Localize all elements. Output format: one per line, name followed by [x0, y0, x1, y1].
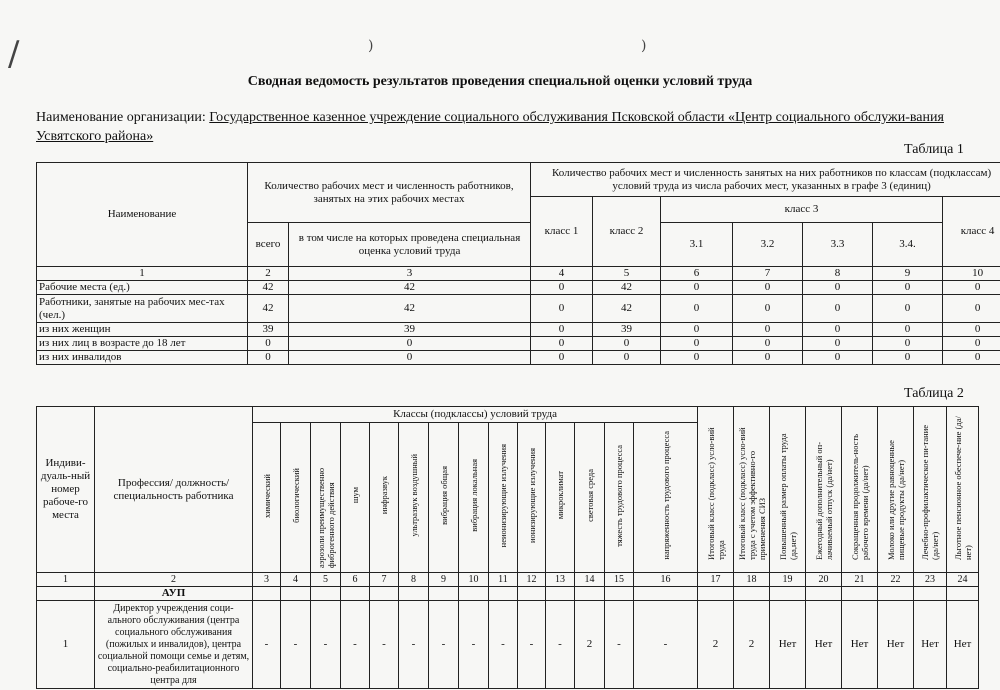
- table-row: [37, 281, 1000, 295]
- t2-colnum: 16: [634, 573, 698, 587]
- t2-header-factor: световая среда: [584, 469, 595, 522]
- t2-header-factor: ультразвук воздушный: [408, 454, 419, 537]
- t2-colnum: 5: [311, 573, 341, 587]
- t2-cell: -: [489, 601, 518, 689]
- t2-header-extra: Льготное пенсионное обеспече-ние (да/нет): [952, 416, 973, 560]
- organization-name: Государственное казенное учреждение социального обслуживания Псковской области «Центр социального обслужи-вания Усвятского района»: [36, 110, 944, 144]
- t1-row-label: из них лиц в возрасте до 18 лет: [37, 337, 248, 351]
- t2-colnum: 10: [459, 573, 489, 587]
- t1-cell: 0: [289, 337, 531, 351]
- t2-header-factor: неионизирующие излучения: [498, 443, 508, 548]
- t1-colnum: 10: [943, 267, 1000, 281]
- t2-cell: -: [459, 601, 489, 689]
- hole-punch-mark: ): [641, 38, 647, 54]
- t2-cell: -: [281, 601, 311, 689]
- t1-cell: 0: [289, 351, 531, 365]
- t2-colnum: 17: [698, 573, 734, 587]
- t1-cell: 0: [593, 351, 661, 365]
- t1-cell: 39: [289, 323, 531, 337]
- t2-header-profession: Профессия/ должность/ специальность работника: [95, 407, 253, 573]
- t1-cell: 39: [248, 323, 289, 337]
- t2-cell: 2: [734, 601, 770, 689]
- table-row: [37, 295, 1000, 323]
- t2-cell: 2: [575, 601, 605, 689]
- t2-row-id: 1: [37, 601, 95, 689]
- t2-header-extra: Итоговый класс (подкласс) усло-вий труда с учетом эффективно-го применения СИЗ: [736, 427, 767, 560]
- summary-table: [36, 162, 1000, 365]
- t1-header-sout: в том числе на которых проведена специальная оценка условий труда: [289, 223, 531, 267]
- t1-header-name: Наименование: [37, 163, 248, 267]
- t2-cell: -: [605, 601, 634, 689]
- t2-cell: -: [253, 601, 281, 689]
- t2-colnum: 7: [370, 573, 399, 587]
- page-title: Сводная ведомость результатов проведения специальной оценки условий труда: [247, 74, 753, 89]
- t2-cell: 2: [698, 601, 734, 689]
- t1-cell: 0: [661, 295, 733, 323]
- t1-cell: 0: [248, 337, 289, 351]
- t1-cell: 0: [873, 295, 943, 323]
- t2-header-factor: напряженность трудового процесса: [660, 431, 671, 560]
- t2-cell: Нет: [842, 601, 878, 689]
- t1-colnum: 5: [593, 267, 661, 281]
- t1-header-group1: Количество рабочих мест и численность работников, занятых на этих рабочих местах: [248, 163, 531, 223]
- t2-cell: -: [546, 601, 575, 689]
- t1-header-3-3: 3.3: [803, 223, 873, 267]
- t1-cell: 0: [873, 281, 943, 295]
- t1-colnum: 7: [733, 267, 803, 281]
- t2-colnum: 6: [341, 573, 370, 587]
- t2-colnum: 23: [914, 573, 947, 587]
- t1-row-label: из них женщин: [37, 323, 248, 337]
- t2-header-factor: биологический: [290, 468, 301, 523]
- t2-header-factor: аэрозоли преимущественно фиброгенного действия: [315, 467, 336, 568]
- t1-row-label: Работники, занятые на рабочих мес-тах (чел.): [37, 295, 248, 323]
- t1-cell: 42: [248, 295, 289, 323]
- t2-header-factor: вибрация локальная: [468, 459, 479, 532]
- t1-cell: 0: [733, 351, 803, 365]
- t1-cell: 42: [593, 295, 661, 323]
- workplace-table: [36, 406, 979, 689]
- t1-cell: 0: [803, 337, 873, 351]
- t2-header-factor: микроклимат: [555, 471, 565, 520]
- t1-cell: 0: [248, 351, 289, 365]
- t2-header-extra: Итоговый класс (подкласс) усло-вий труда: [705, 427, 726, 560]
- t1-row-label: из них инвалидов: [37, 351, 248, 365]
- t2-header-factor: ионизирующие излучения: [526, 448, 537, 543]
- t2-colnum: 3: [253, 573, 281, 587]
- t1-cell: 0: [733, 295, 803, 323]
- t1-cell: 0: [531, 337, 593, 351]
- organization-label: Наименование организации:: [36, 110, 206, 125]
- t2-colnum: 9: [429, 573, 459, 587]
- t2-colnum: 1: [37, 573, 95, 587]
- t1-cell: 0: [531, 323, 593, 337]
- t1-header-group2: Количество рабочих мест и численность занятых на них работников по классам (подклассам) условий труда из числа рабочих мест, указанных в графе 3 (единиц): [531, 163, 1000, 197]
- t1-cell: 0: [661, 351, 733, 365]
- t1-cell: 0: [661, 323, 733, 337]
- t1-cell: 0: [943, 281, 1000, 295]
- t1-cell: 42: [248, 281, 289, 295]
- t1-cell: 42: [289, 281, 531, 295]
- t2-cell: -: [341, 601, 370, 689]
- t1-colnum: 8: [803, 267, 873, 281]
- t2-cell: Нет: [770, 601, 806, 689]
- t1-header-class1: класс 1: [531, 197, 593, 267]
- t2-header-factor: шум: [350, 487, 360, 504]
- t2-colnum: 14: [575, 573, 605, 587]
- t2-cell: -: [518, 601, 546, 689]
- table-row: [37, 351, 1000, 365]
- t1-cell: 0: [803, 281, 873, 295]
- t1-cell: 0: [803, 351, 873, 365]
- t2-header-extra: Ежегодный дополнительный оп-лачиваемый отпуск (да/нет): [813, 441, 834, 560]
- organization-line: [36, 108, 966, 146]
- t1-cell: 0: [661, 337, 733, 351]
- hole-punch-mark: ): [368, 38, 374, 54]
- t2-header-extra: Сокращенная продолжитель-ность рабочего времени (да/нет): [849, 433, 870, 560]
- t2-header-id: Индиви-дуаль-ный номер рабоче-го места: [37, 407, 95, 573]
- t2-colnum: 12: [518, 573, 546, 587]
- t1-cell: 0: [531, 351, 593, 365]
- t2-cell: -: [429, 601, 459, 689]
- t2-header-factor: химический: [261, 473, 272, 518]
- t2-header-factor: инфразвук: [379, 476, 389, 515]
- t1-cell: 0: [733, 323, 803, 337]
- t2-cell: Нет: [914, 601, 947, 689]
- t1-cell: 0: [943, 351, 1000, 365]
- t1-cell: 42: [593, 281, 661, 295]
- t1-header-total: всего: [248, 223, 289, 267]
- t1-header-3-1: 3.1: [661, 223, 733, 267]
- t1-header-class4: класс 4: [943, 197, 1000, 267]
- t1-cell: 0: [943, 337, 1000, 351]
- t2-colnum: 21: [842, 573, 878, 587]
- table1-caption: Таблица 1: [904, 142, 964, 157]
- t1-cell: 0: [593, 337, 661, 351]
- t2-header-extra: Лечебно-профилактическое пи-тание (да/нет): [920, 424, 941, 560]
- t2-colnum: 15: [605, 573, 634, 587]
- margin-mark: /: [8, 34, 20, 74]
- t2-cell: Нет: [806, 601, 842, 689]
- t1-cell: 0: [803, 295, 873, 323]
- t1-cell: 42: [289, 295, 531, 323]
- t1-colnum: 2: [248, 267, 289, 281]
- t1-cell: 0: [873, 351, 943, 365]
- t1-header-3-4: 3.4.: [873, 223, 943, 267]
- t2-colnum: 18: [734, 573, 770, 587]
- t2-colnum: 4: [281, 573, 311, 587]
- t2-cell: -: [634, 601, 698, 689]
- t2-cell: Нет: [947, 601, 979, 689]
- t2-colnum: 19: [770, 573, 806, 587]
- t2-colnum: 13: [546, 573, 575, 587]
- t1-cell: 0: [531, 295, 593, 323]
- t1-cell: 0: [733, 281, 803, 295]
- t2-colnum: 20: [806, 573, 842, 587]
- t1-cell: 0: [943, 323, 1000, 337]
- t1-colnum: 3: [289, 267, 531, 281]
- t1-row-label: Рабочие места (ед.): [37, 281, 248, 295]
- t1-cell: 0: [873, 323, 943, 337]
- t2-cell: -: [370, 601, 399, 689]
- t2-colnum: 8: [399, 573, 429, 587]
- t2-colnum: 11: [489, 573, 518, 587]
- t2-header-factor: вибрация общая: [438, 466, 449, 525]
- t2-colnum: 2: [95, 573, 253, 587]
- t1-colnum: 4: [531, 267, 593, 281]
- t2-row-profession: Директор учреждения соци-ального обслуживания (центра социального обслуживания (пожилых и инвалидов), центра социальной помощи семье и детям, социально-реабилитационного центра для: [95, 601, 253, 689]
- t2-cell: -: [399, 601, 429, 689]
- t2-header-classes: Классы (подклассы) условий труда: [253, 407, 698, 423]
- t1-cell: 0: [803, 323, 873, 337]
- t1-colnum: 6: [661, 267, 733, 281]
- t1-colnum: 1: [37, 267, 248, 281]
- t1-header-class2: класс 2: [593, 197, 661, 267]
- t1-cell: 0: [943, 295, 1000, 323]
- t2-colnum: 22: [878, 573, 914, 587]
- t1-colnum: 9: [873, 267, 943, 281]
- t1-header-3-2: 3.2: [733, 223, 803, 267]
- table-row: [37, 323, 1000, 337]
- t1-cell: 0: [661, 281, 733, 295]
- t1-cell: 0: [531, 281, 593, 295]
- t2-cell: -: [311, 601, 341, 689]
- section-label: АУП: [95, 587, 253, 601]
- table-row: [37, 337, 1000, 351]
- t2-header-extra: Повышенный размер оплаты труда (да,нет): [777, 433, 798, 560]
- t1-header-class3: класс 3: [661, 197, 943, 223]
- table2-caption: Таблица 2: [904, 386, 964, 401]
- t1-cell: 0: [873, 337, 943, 351]
- t2-colnum: 24: [947, 573, 979, 587]
- t2-cell: Нет: [878, 601, 914, 689]
- t1-cell: 0: [733, 337, 803, 351]
- t1-cell: 39: [593, 323, 661, 337]
- t2-header-extra: Молоко или другие равноценные пищевые продукты (да/нет): [885, 440, 906, 560]
- t2-header-factor: тяжесть трудового процесса: [614, 444, 624, 547]
- table-row: [37, 601, 979, 689]
